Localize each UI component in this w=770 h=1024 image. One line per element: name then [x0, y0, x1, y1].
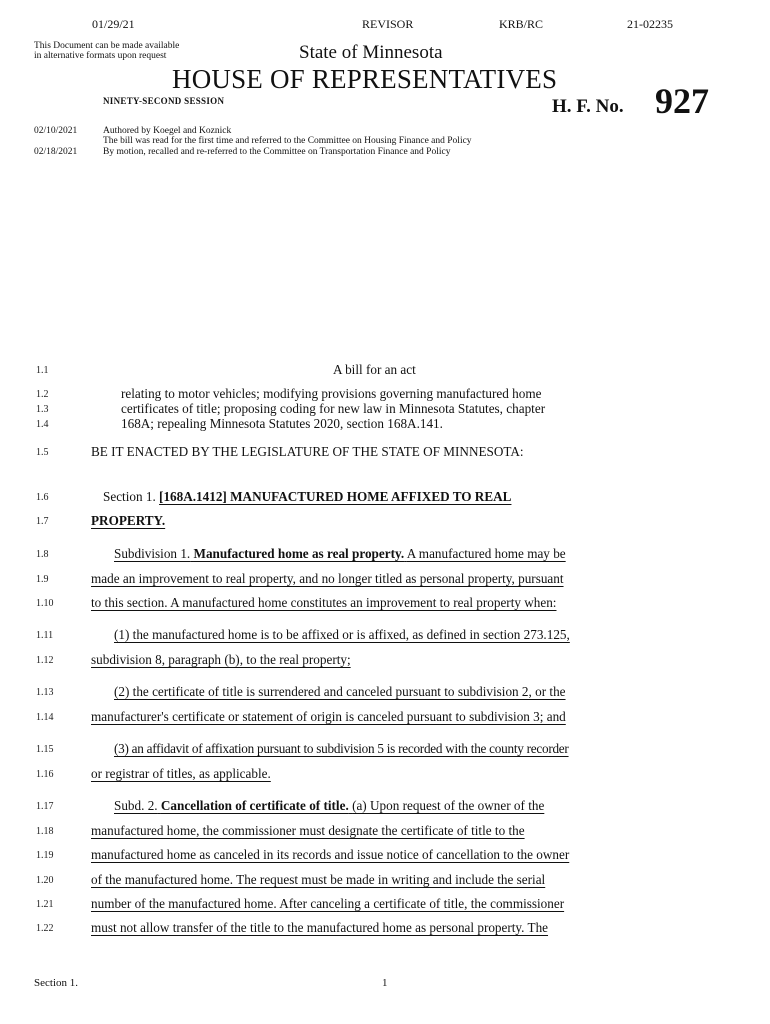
section-label: Section 1.: [103, 489, 156, 504]
line-number: 1.1: [36, 365, 49, 376]
line-number: 1.9: [36, 574, 49, 585]
action-date: 02/18/2021: [34, 147, 78, 157]
line-number: 1.2: [36, 389, 49, 400]
house-title: HOUSE OF REPRESENTATIVES: [172, 64, 558, 94]
line-number: 1.11: [36, 630, 54, 641]
header-revisor: REVISOR: [362, 17, 414, 31]
body-line: (3) an affidavit of affixation pursuant to subdivision 5 is recorded with the county recorder: [114, 741, 569, 756]
line-number: 1.19: [36, 850, 54, 861]
subdivision-text: A manufactured home may be: [406, 546, 566, 561]
line-number: 1.12: [36, 655, 54, 666]
body-line: to this section. A manufactured home constitutes an improvement to real property when:: [91, 595, 557, 610]
action-date: 02/10/2021: [34, 126, 78, 136]
page-number: 1: [382, 977, 388, 989]
hf-number: 927: [655, 81, 709, 121]
section-title-continued: PROPERTY.: [91, 513, 166, 528]
line-number: 1.14: [36, 712, 54, 723]
line-number: 1.13: [36, 687, 54, 698]
subdivision-label: Subd. 2.: [114, 798, 158, 813]
action-text: The bill was read for the first time and referred to the Committee on Housing Finance and Policy: [103, 136, 472, 146]
line-number: 1.15: [36, 744, 54, 755]
subdivision-2-line: [114, 798, 544, 814]
bill-title-line: certificates of title; proposing coding for new law in Minnesota Statutes, chapter: [121, 401, 546, 416]
line-number: 1.4: [36, 419, 49, 430]
body-line: manufactured home as canceled in its records and issue notice of cancellation to the owner: [91, 847, 570, 862]
line-number: 1.18: [36, 826, 54, 837]
state-title: State of Minnesota: [299, 42, 443, 63]
line-number: 1.6: [36, 492, 49, 503]
line-number: 1.8: [36, 549, 49, 560]
subdivision-heading: Manufactured home as real property.: [193, 546, 405, 561]
body-line: subdivision 8, paragraph (b), to the real property;: [91, 652, 351, 667]
subdivision-heading: Cancellation of certificate of title.: [160, 798, 349, 813]
enacting-clause: BE IT ENACTED BY THE LEGISLATURE OF THE STATE OF MINNESOTA:: [91, 444, 524, 459]
body-line: must not allow transfer of the title to the manufactured home as personal property. The: [91, 920, 549, 935]
line-number: 1.3: [36, 404, 49, 415]
body-line: manufactured home, the commissioner must designate the certificate of title to the: [91, 823, 525, 838]
line-number: 1.7: [36, 516, 49, 527]
footer-section: Section 1.: [34, 977, 78, 989]
body-line: number of the manufactured home. After canceling a certificate of title, the commissioner: [91, 896, 565, 911]
line-number: 1.5: [36, 447, 49, 458]
body-line: of the manufactured home. The request must be made in writing and include the serial: [91, 872, 546, 887]
body-line: (2) the certificate of title is surrendered and canceled pursuant to subdivision 2, or the: [114, 684, 566, 699]
hf-label: H. F. No.: [552, 96, 624, 117]
action-text: Authored by Koegel and Koznick: [103, 126, 232, 136]
subdivision-1-line: [114, 546, 566, 562]
header-initials: KRB/RC: [499, 17, 544, 31]
session-label: NINETY-SECOND SESSION: [103, 96, 225, 106]
action-text: By motion, recalled and re-referred to the Committee on Transportation Finance and Policy: [103, 147, 451, 157]
line-number: 1.21: [36, 899, 54, 910]
line-number: 1.17: [36, 801, 54, 812]
line-number: 1.10: [36, 598, 54, 609]
line-number: 1.16: [36, 769, 54, 780]
alt-format-notice-line1: This Document can be made available: [34, 41, 180, 51]
line-number: 1.22: [36, 923, 54, 934]
section-title: [168A.1412] MANUFACTURED HOME AFFIXED TO REAL: [159, 489, 512, 504]
alt-format-notice-line2: in alternative formats upon request: [34, 51, 167, 61]
bill-for-act: A bill for an act: [333, 362, 416, 377]
section-heading: [103, 489, 511, 505]
subdivision-text: (a) Upon request of the owner of the: [352, 798, 545, 813]
bill-title-line: 168A; repealing Minnesota Statutes 2020, section 168A.141.: [121, 416, 443, 431]
body-line: or registrar of titles, as applicable.: [91, 766, 271, 781]
line-number: 1.20: [36, 875, 54, 886]
bill-title-line: relating to motor vehicles; modifying provisions governing manufactured home: [121, 386, 542, 401]
header-date: 01/29/21: [92, 17, 135, 31]
body-line: manufacturer's certificate or statement of origin is canceled pursuant to subdivision 3; and: [91, 709, 566, 724]
subdivision-label: Subdivision 1.: [114, 546, 191, 561]
header-doc-number: 21-02235: [627, 17, 673, 31]
body-line: made an improvement to real property, and no longer titled as personal property, pursuant: [91, 571, 564, 586]
body-line: (1) the manufactured home is to be affixed or is affixed, as defined in section 273.125,: [114, 627, 570, 642]
